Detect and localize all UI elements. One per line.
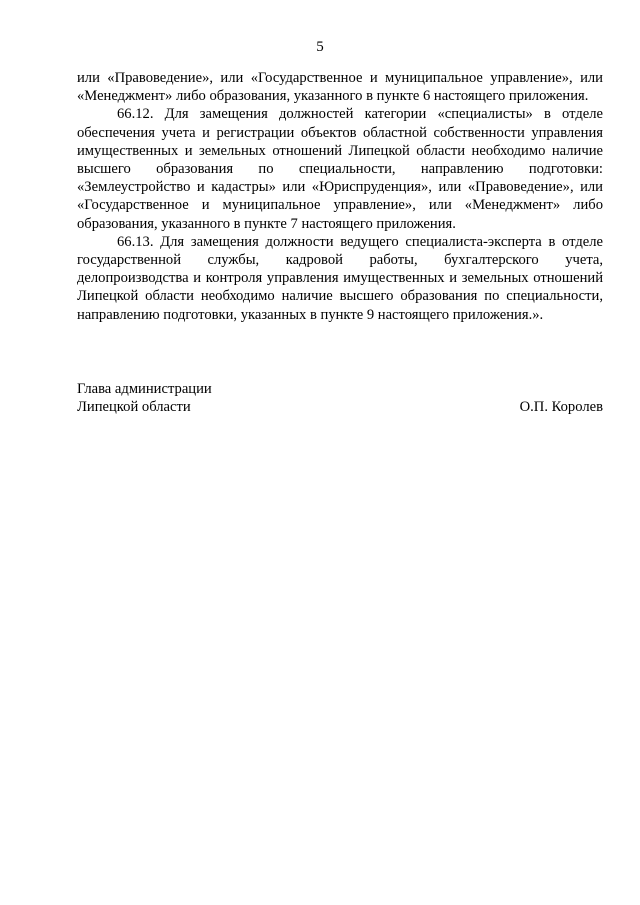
signatory-name: О.П. Королев [519,399,603,416]
page-number: 5 [316,39,324,55]
paragraph-continuation: или «Правоведение», или «Государственное и муниципальное управление», или «Менеджмент» либо образования, указанного в пункте 6 настоящего приложения. [77,70,603,105]
signatory-title-line1: Глава администрации [77,381,212,397]
paragraph-66-13: 66.13. Для замещения должности ведущего специалиста-эксперта в отделе государственной службы, кадровой работы, бухгалтерского учета, делопроизводства и контроля управления имущественных и земельных отношений Липецкой области необходимо наличие высшего образования по специальности, направлению подготовки, указанных в пункте 9 настоящего приложения.». [77,233,603,323]
document-body [77,69,603,324]
signatory-title-line2: Липецкой области [77,399,191,416]
signature-row [77,398,603,416]
paragraph-66-12: 66.12. Для замещения должностей категории «специалисты» в отделе обеспечения учета и регистрации объектов областной собственности управления имущественных и земельных отношений Липецкой области необходимо наличие высшего образования по специальности, направлению подготовки: «Землеустройство и кадастры» или «Юриспруденция», или «Правоведение», или «Государственное и муниципальное управление», или «Менеджмент» либо образования, указанного в пункте 7 настоящего приложения. [77,106,603,232]
signature-block [77,380,603,416]
